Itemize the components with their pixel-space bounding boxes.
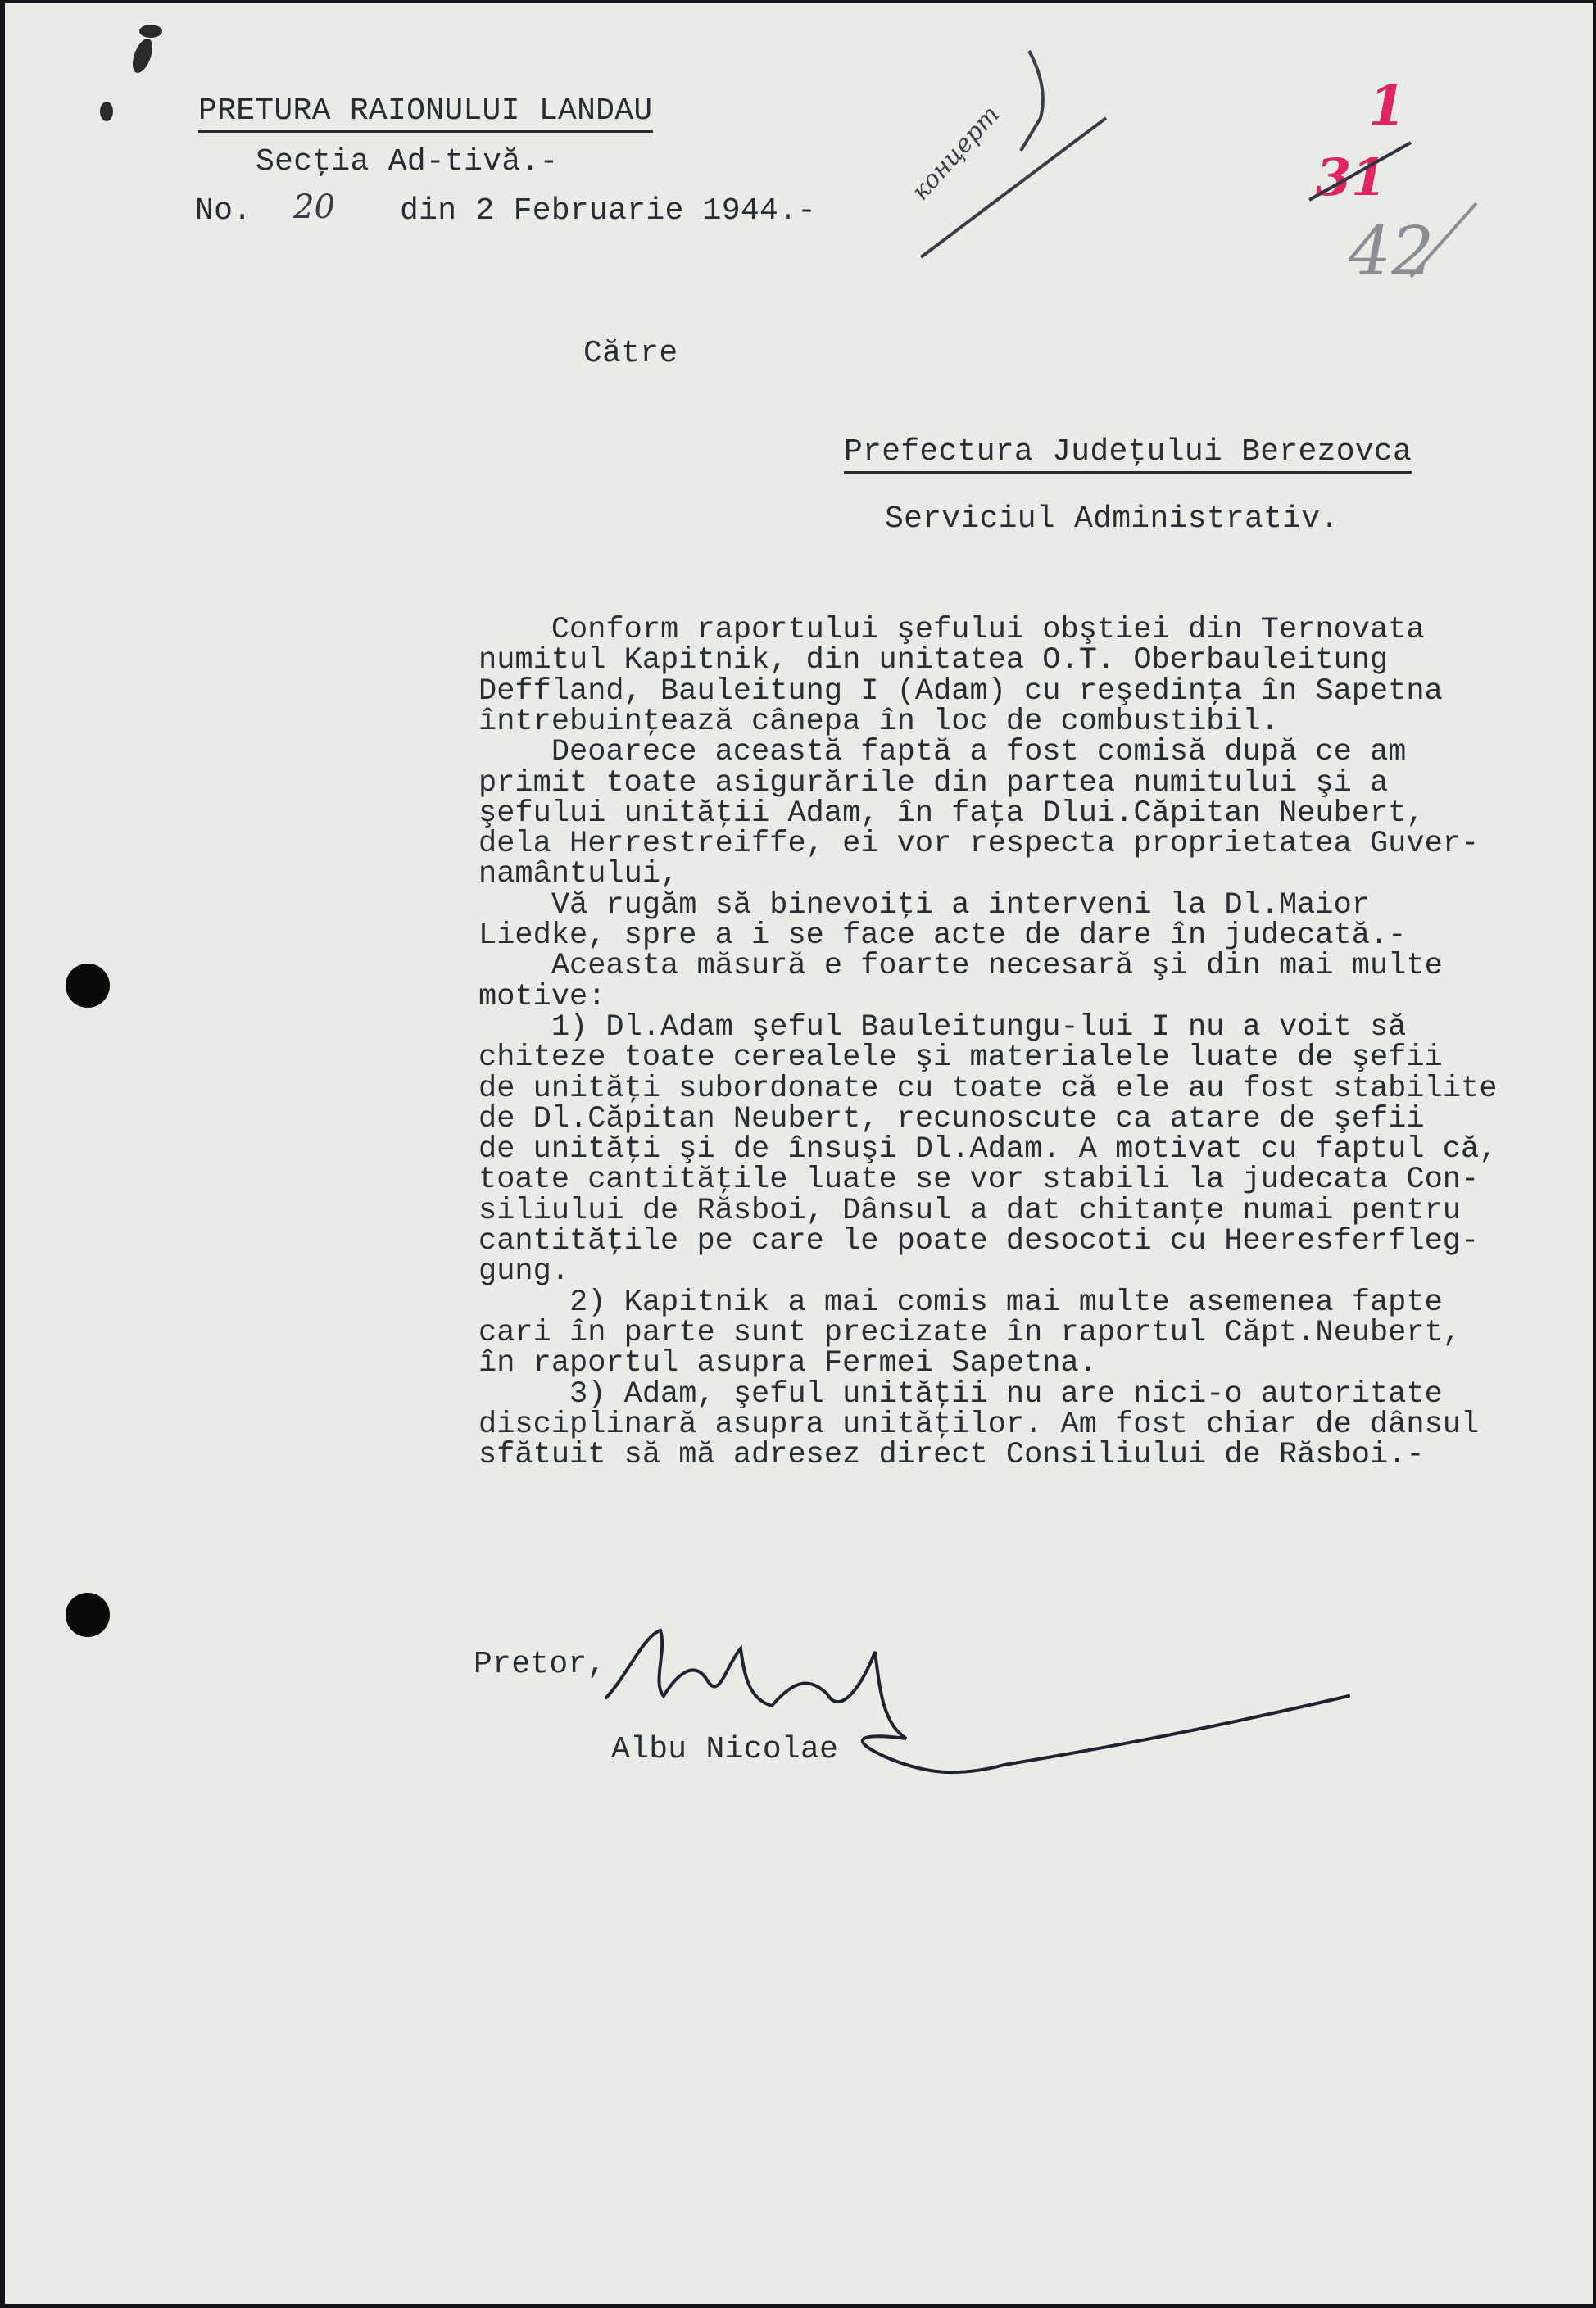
ink-blot	[100, 102, 113, 121]
pencil-stroke	[1411, 203, 1476, 277]
body-line: sfătuit să mă adresez direct Consiliului de Răsboi.-	[478, 1438, 1425, 1473]
body-line: siliului de Răsboi, Dânsul a dat chitanţe numai pentru	[478, 1193, 1461, 1228]
body-line: Aceasta măsură e foarte necesară şi din mai multe	[478, 949, 1443, 984]
body-line: chiteze toate cerealele şi materialele luate de şefii	[478, 1041, 1443, 1076]
body-line: întrebuinţează cânepa în loc de combustibil.	[478, 704, 1279, 739]
signature-mark	[606, 1630, 1349, 1772]
addressee-institution: Prefectura Judeţului Berezovca	[844, 434, 1412, 474]
signatory-name: Albu Nicolae	[611, 1732, 839, 1767]
body-line: în raportul asupra Fermei Sapetna.	[478, 1346, 1097, 1381]
body-line: cari în parte sunt precizate în raportul Căpt.Neubert,	[478, 1315, 1461, 1350]
pencil-number: 42	[1349, 213, 1435, 291]
body-line: de unităţi şi de însuşi Dl.Adam. A motivat cu faptul că,	[478, 1132, 1498, 1168]
body-line: motive:	[478, 979, 606, 1014]
ink-blot	[129, 36, 156, 75]
handwritten-number: 20	[293, 188, 335, 226]
number-label: No.	[195, 193, 252, 229]
ink-blot	[139, 25, 162, 38]
red-slash	[1309, 143, 1411, 200]
margin-note-stroke	[1021, 51, 1043, 151]
margin-note-underline	[921, 118, 1106, 257]
document-page	[5, 3, 1593, 2304]
red-number-top: 1	[1368, 74, 1406, 138]
body-line: primit toate asigurările din partea numitului şi a	[478, 765, 1389, 800]
margin-note: концерт	[906, 100, 1006, 206]
addressee-prefix: Către	[583, 336, 678, 371]
body-line: Vă rugăm să binevoiţi a interveni la Dl.Maior	[478, 887, 1370, 923]
body-line: 3) Adam, şeful unităţii nu are nici-o autoritate	[478, 1376, 1443, 1412]
red-number: 31	[1316, 147, 1387, 207]
body-line: de unităţi subordonate cu toate că ele au fost stabilite	[478, 1071, 1498, 1106]
body-line: namântului,	[478, 857, 679, 892]
office-header: PRETURA RAIONULUI LANDAU	[198, 93, 653, 133]
body-line: numitul Kapitnik, din unitatea O.T. Oberbauleitung	[478, 643, 1389, 678]
addressee-department: Serviciul Administrativ.	[885, 501, 1340, 537]
body-line: şefului unităţii Adam, în faţa Dlui.Căpitan Neubert,	[478, 796, 1425, 831]
body-line: toate cantităţile luate se vor stabili la judecata Con-	[478, 1163, 1480, 1198]
body-line: Deffland, Bauleitung I (Adam) cu reşedinţa în Sapetna	[478, 673, 1443, 709]
document-date: din 2 Februarie 1944.-	[400, 193, 817, 229]
body-line: cantităţile pe care le poate desocoti cu Heeresferfleg-	[478, 1224, 1480, 1258]
body-line: 2) Kapitnik a mai comis mai multe asemenea fapte	[478, 1285, 1443, 1320]
body-line: de Dl.Căpitan Neubert, recunoscute ca atare de şefii	[478, 1101, 1425, 1136]
body-line: Liedke, spre a i se face acte de dare în judecată.-	[478, 918, 1407, 953]
signature-title: Pretor,	[474, 1647, 606, 1682]
body-line: Deoarece această faptă a fost comisă după ce am	[478, 735, 1407, 770]
body-line: disciplinară asupra unităţilor. Am fost chiar de dânsul	[478, 1407, 1480, 1442]
body-line: 1) Dl.Adam şeful Bauleitungu-lui I nu a voit să	[478, 1009, 1407, 1045]
body-line: dela Herrestreiffe, ei vor respecta proprietatea Guver-	[478, 827, 1480, 862]
ink-marks	[5, 3, 1593, 2304]
body-line: Conform raportului şefului obştiei din Ternovata	[478, 613, 1425, 647]
section-label: Secţia Ad-tivă.-	[256, 144, 559, 179]
body-line: gung.	[478, 1254, 570, 1290]
